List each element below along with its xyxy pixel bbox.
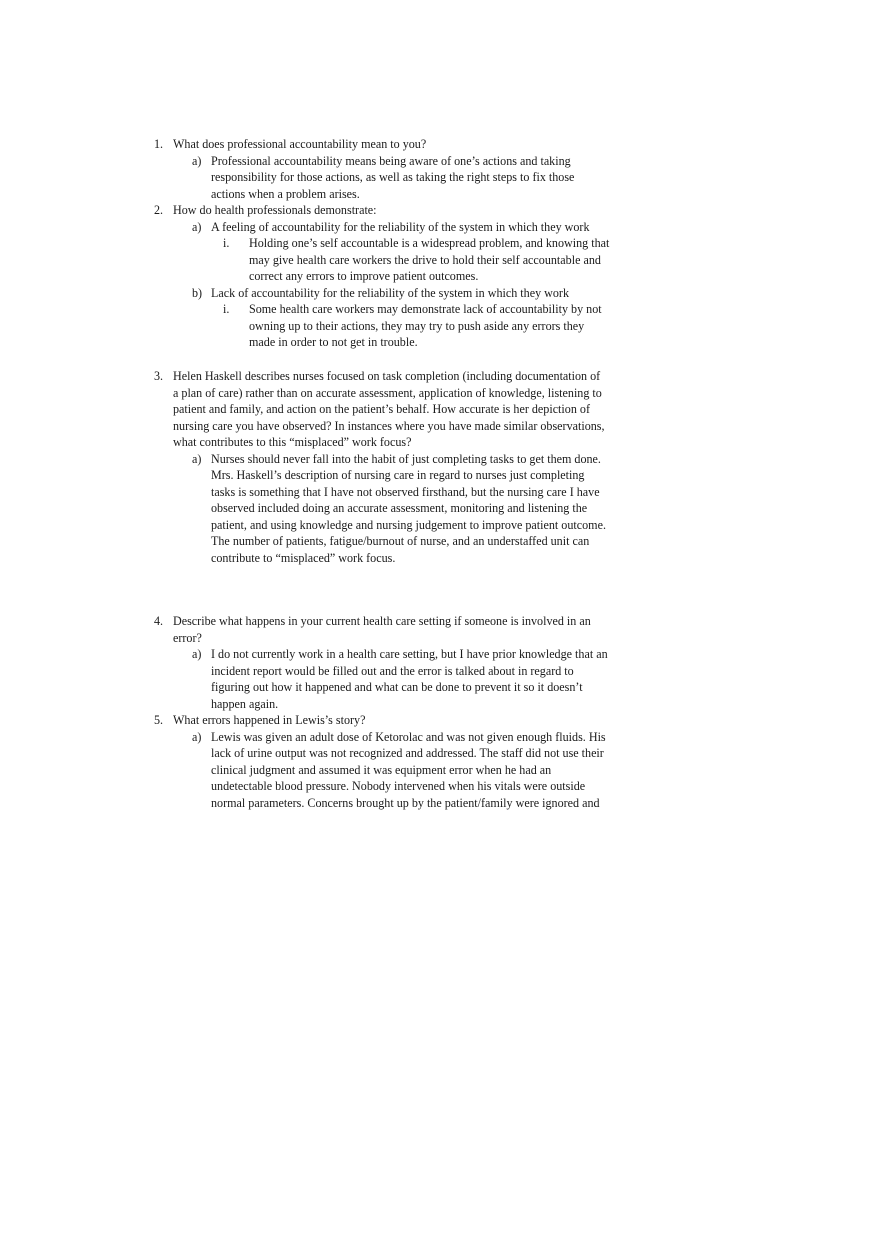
answer-text-line: clinical judgment and assumed it was equipment error when he had an [211,762,552,777]
question-text-line: what contributes to this “misplaced” work focus? [173,435,412,449]
answer-text-line: undetectable blood pressure. Nobody intervened when his vitals were outside [211,779,586,793]
answer-text-line: lack of urine output was not recognized and addressed. The staff did not use their [211,746,604,760]
question-text-line: How do health professionals demonstrate: [173,203,377,217]
answer-text-line: responsibility for those actions, as well as taking the right steps to fix those [211,170,575,184]
answer-text-line: observed included doing an accurate assessment, monitoring and listening the [211,501,588,515]
answer-text-line: figuring out how it happened and what can be done to prevent it so it doesn’t [211,680,583,694]
answer-text-line: patient, and using knowledge and nursing judgement to improve patient outcome. [211,517,606,532]
question-text-line: patient and family, and action on the patient’s behalf. How accurate is her depiction of [173,402,590,416]
sub-answer-text-line: Some health care workers may demonstrate lack of accountability by not [249,302,602,316]
question-text-line: Helen Haskell describes nurses focused on task completion (including documentation of [173,369,601,383]
question-number: 4. [154,614,164,628]
question-text-line: error? [173,630,202,645]
sub-answer-text-line: correct any errors to improve patient outcomes. [249,269,479,283]
answer-text-line: actions when a problem arises. [211,186,360,201]
question-text-line: What errors happened in Lewis’s story? [173,713,366,727]
answer-label: b) [192,285,203,300]
answer-text-line: happen again. [211,696,279,711]
answer-text-line: I do not currently work in a health care setting, but I have prior knowledge that an [211,647,608,661]
sub-answer-text-line: owning up to their actions, they may try to push aside any errors they [249,318,585,333]
answer-label: a) [192,647,202,661]
answer-label: a) [192,219,202,234]
question-text-line: a plan of care) rather than on accurate assessment, application of knowledge, listening to [173,385,602,400]
sub-answer-text-line: made in order to not get in trouble. [249,335,418,349]
answer-text-line: Professional accountability means being aware of one’s actions and taking [211,153,571,168]
question-number: 5. [154,713,164,727]
sub-answer-label: i. [223,236,230,250]
answer-text-line: tasks is something that I have not observed firsthand, but the nursing care I have [211,484,600,499]
question-number: 1. [154,137,164,151]
answer-text-line: Lack of accountability for the reliability of the system in which they work [211,285,570,300]
question-text-line: Describe what happens in your current health care setting if someone is involved in an [173,614,591,628]
answer-text-line: Mrs. Haskell’s description of nursing care in regard to nurses just completing [211,468,585,482]
answer-text-line: The number of patients, fatigue/burnout of nurse, and an understaffed unit can [211,534,590,548]
question-number: 3. [154,369,164,383]
sub-answer-text-line: Holding one’s self accountable is a widespread problem, and knowing that [249,236,610,250]
sub-answer-label: i. [223,302,230,316]
question-text-line: nursing care you have observed? In instances where you have made similar observations, [173,418,605,433]
answer-text-line: incident report would be filled out and the error is talked about in regard to [211,663,574,678]
answer-text-line: A feeling of accountability for the reliability of the system in which they work [211,219,590,234]
answer-label: a) [192,451,202,466]
sub-answer-text-line: may give health care workers the drive to hold their self accountable and [249,252,601,267]
question-text-line: What does professional accountability mean to you? [173,137,427,151]
answer-text-line: normal parameters. Concerns brought up by the patient/family were ignored and [211,795,600,810]
answer-text-line: Lewis was given an adult dose of Ketorolac and was not given enough fluids. His [211,729,606,744]
answer-label: a) [192,729,202,744]
question-number: 2. [154,203,164,217]
answer-text-line: Nurses should never fall into the habit of just completing tasks to get them done. [211,451,601,466]
answer-label: a) [192,153,202,168]
answer-text-line: contribute to “misplaced” work focus. [211,550,396,565]
